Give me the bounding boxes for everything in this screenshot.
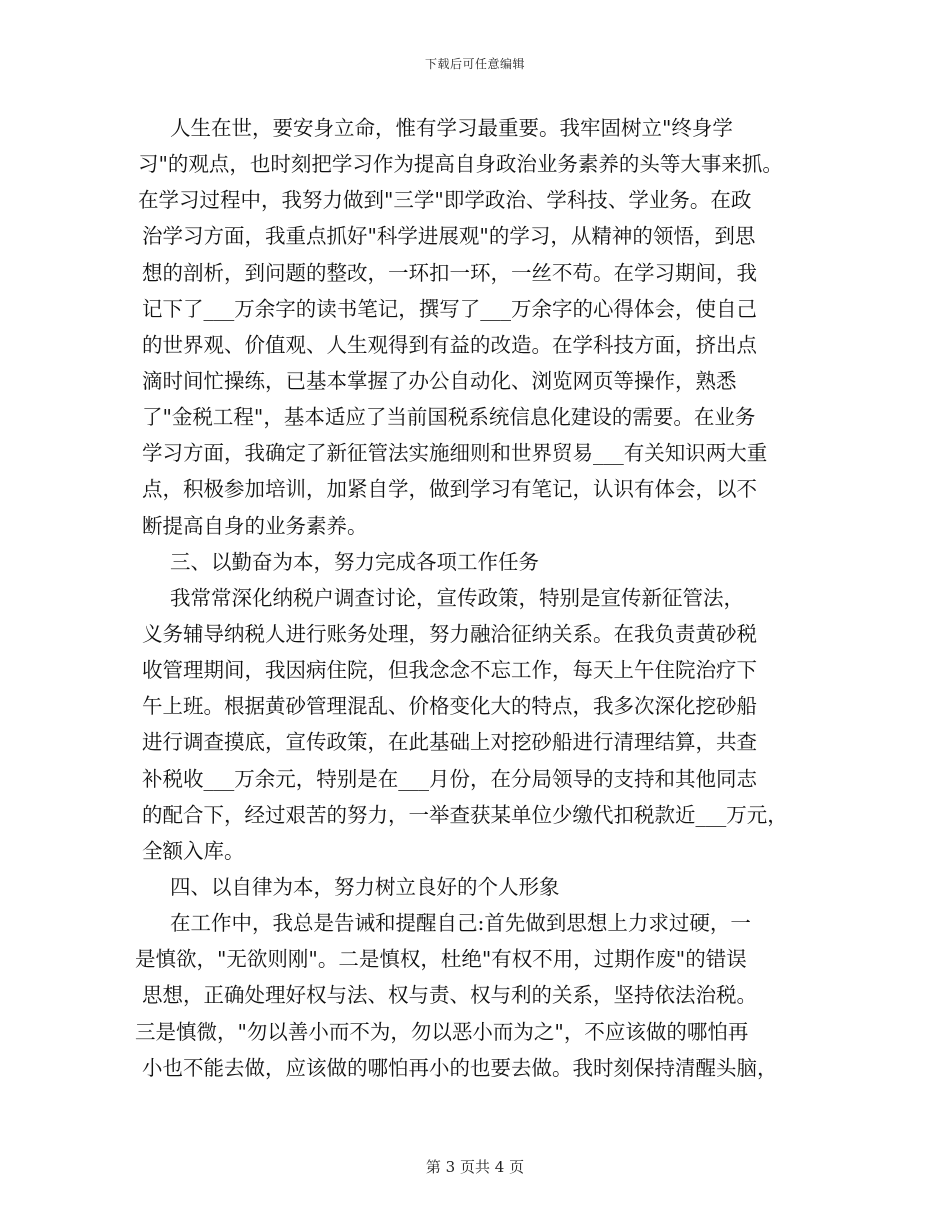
body-text	[130, 110, 830, 1086]
text-line: 点，积极参加培训，加紧自学，做到学习有笔记，认识有体会，以不	[142, 477, 757, 502]
text-line: 想的剖析，到问题的整改，一环扣一环，一丝不苟。在学习期间，我	[142, 260, 757, 285]
text-line: 午上班。根据黄砂管理混乱、价格变化大的特点，我多次深化挖砂船	[142, 694, 757, 719]
text-line: 的世界观、价值观、人生观得到有益的改造。在学科技方面，挤出点	[142, 332, 757, 357]
text-line: 人生在世，要安身立命，惟有学习最重要。我牢固树立"终身学	[170, 116, 733, 140]
text-line: 在学习过程中，我努力做到"三学"即学政治、学科技、学业务。在政	[138, 188, 752, 213]
text-line: 学习方面，我确定了新征管法实施细则和世界贸易___有关知识两大重	[142, 441, 768, 466]
text-line: 义务辅导纳税人进行账务处理，努力融洽征纳关系。在我负责黄砂税	[142, 621, 757, 646]
text-line: 全额入库。	[142, 838, 245, 863]
page-header: 下载后可任意编辑	[424, 57, 525, 71]
text-line: 的配合下，经过艰苦的努力，一举查获某单位少缴代扣税款近___万元，	[142, 802, 788, 827]
text-line: 在工作中，我总是告诫和提醒自己:首先做到思想上力求过硬，一	[170, 911, 751, 936]
text-line: 断提高自身的业务素养。	[142, 513, 368, 538]
text-line: 治学习方面，我重点抓好"科学进展观"的学习，从精神的领悟，到思	[142, 224, 756, 249]
text-line: 收管理期间，我因病住院，但我念念不忘工作，每天上午住院治疗下	[142, 658, 757, 683]
text-line: 是慎欲，"无欲则刚"。二是慎权，杜绝"有权不用，过期作废"的错误	[135, 947, 747, 972]
text-line: 小也不能去做，应该做的哪怕再小的也要去做。我时刻保持清醒头脑，	[142, 1055, 778, 1080]
text-line: 习"的观点，也时刻把学习作为提高自身政治业务素养的头等大事来抓。	[138, 152, 783, 177]
text-line: 记下了___万余字的读书笔记，撰写了___万余字的心得体会，使自己	[142, 296, 757, 321]
text-line: 思想，正确处理好权与法、权与责、权与利的关系，坚持依法治税。	[142, 983, 757, 1008]
text-line: 了"金税工程"，基本适应了当前国税系统信息化建设的需要。在业务	[142, 405, 756, 430]
text-line: 三是慎微，"勿以善小而不为，勿以恶小而为之"，不应该做的哪怕再	[135, 1019, 749, 1044]
section-heading: 四、以自律为本，努力树立良好的个人形象	[170, 874, 560, 899]
text-line: 滴时间忙操练，已基本掌握了办公自动化、浏览网页等操作，熟悉	[142, 368, 737, 393]
text-line: 进行调查摸底，宣传政策，在此基础上对挖砂船进行清理结算，共查	[142, 730, 757, 755]
text-line: 补税收___万余元，特别是在___月份，在分局领导的支持和其他同志	[142, 766, 757, 791]
text-line: 我常常深化纳税户调查讨论，宣传政策，特别是宣传新征管法，	[170, 585, 744, 610]
page-footer: 第 3 页共 4 页	[425, 1158, 525, 1176]
section-heading: 三、以勤奋为本，努力完成各项工作任务	[170, 549, 539, 574]
